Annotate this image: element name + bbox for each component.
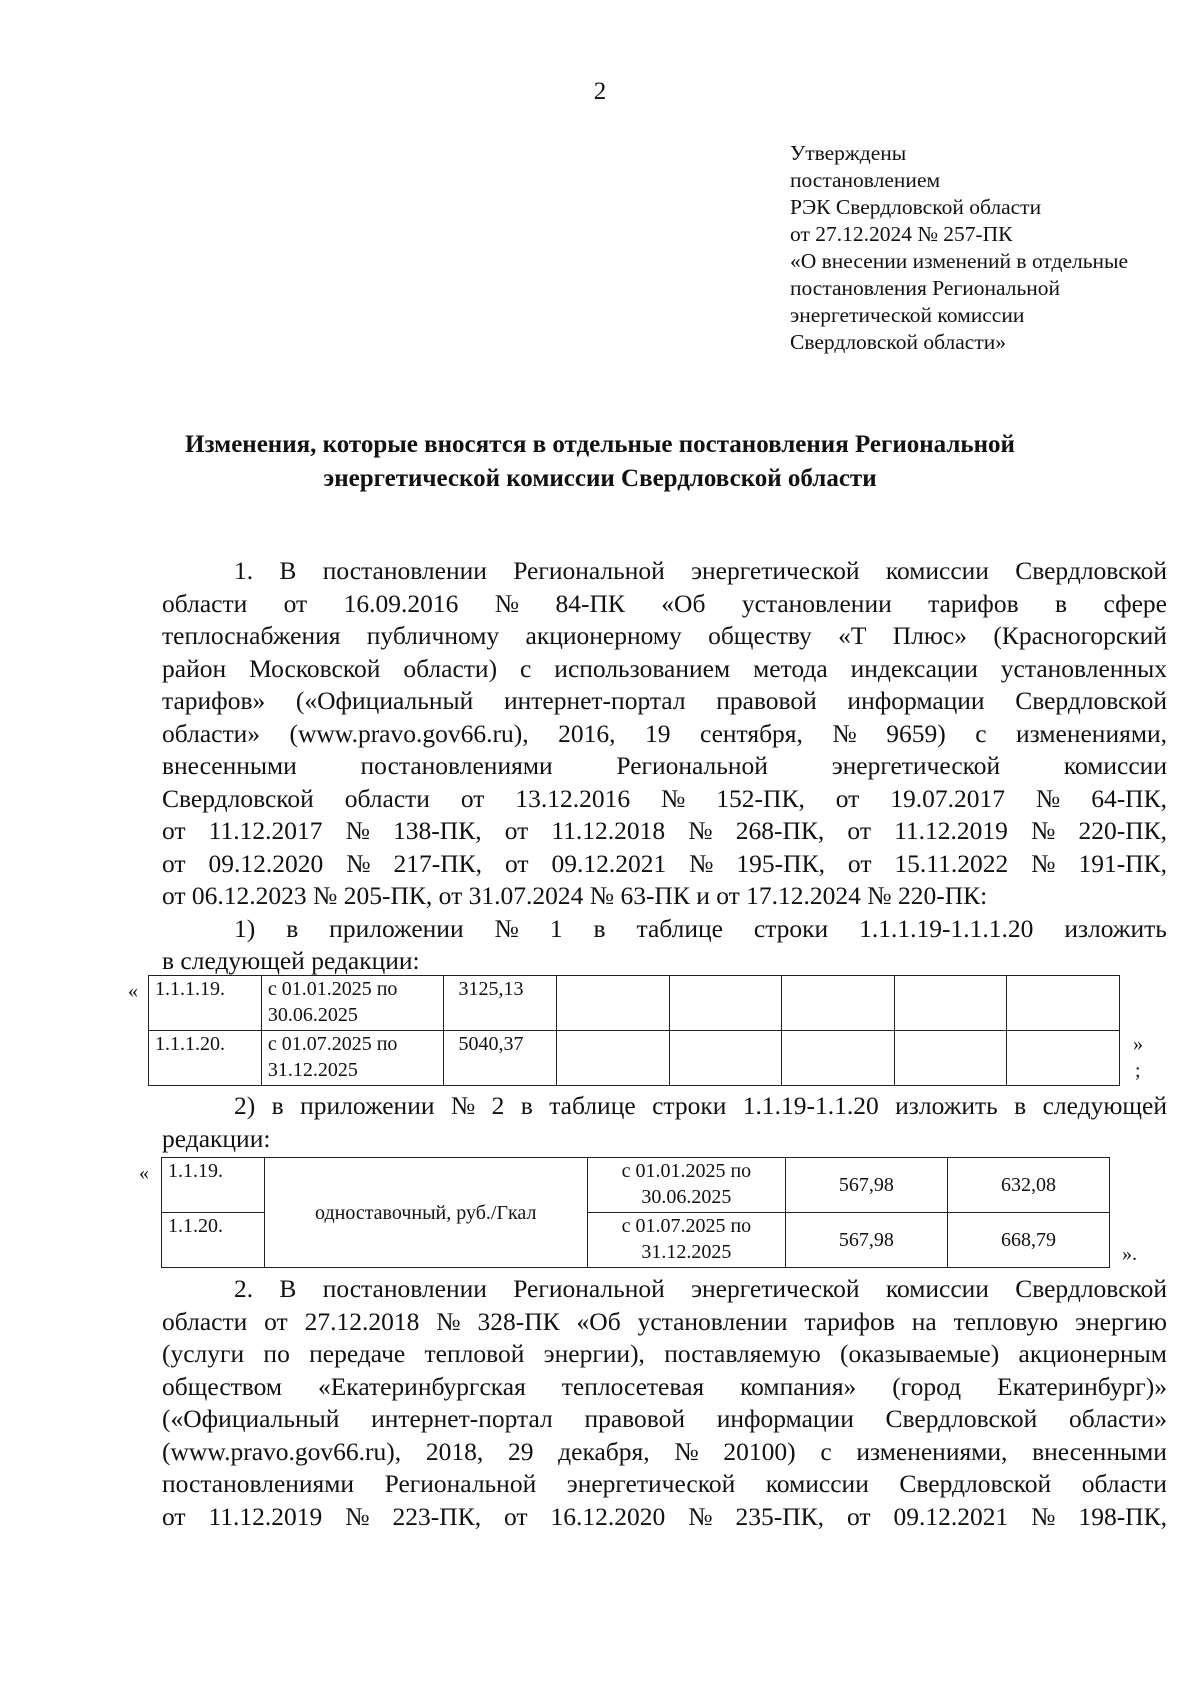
word: энергетической — [691, 556, 860, 585]
document-title — [140, 428, 1060, 496]
word: от — [162, 848, 186, 878]
word: 16.09.2016 — [343, 588, 459, 618]
word: компания» — [740, 1371, 857, 1401]
word: Региональной — [616, 751, 768, 780]
word: изменениями, — [1016, 718, 1167, 748]
word: Свердловской — [1015, 686, 1167, 715]
word: комиссии — [765, 1469, 869, 1498]
word: изложить — [1064, 913, 1167, 943]
word: № — [1031, 1501, 1056, 1531]
word: обществом — [162, 1371, 283, 1401]
word: постановлении — [322, 556, 487, 585]
word: 11.12.2018 — [551, 816, 666, 845]
word: постановлениями — [162, 1469, 355, 1498]
word: таблице — [636, 913, 723, 943]
word: правовой — [584, 1404, 686, 1433]
word: от — [283, 588, 308, 618]
word: строки — [753, 913, 829, 943]
word: тепловую — [953, 1306, 1059, 1336]
word: энергии), — [543, 1339, 645, 1368]
text-line — [162, 1468, 1167, 1501]
word: № — [345, 1501, 370, 1531]
word: от — [162, 1501, 186, 1531]
word: области» — [162, 718, 260, 748]
word: комиссии — [885, 556, 989, 585]
row-number: 1.1.20. — [162, 1213, 265, 1268]
word: № — [1035, 783, 1061, 813]
word: (www.pravo.gov66.ru), — [162, 1436, 402, 1466]
close-quote: ». — [1122, 1243, 1137, 1265]
word: использованием — [554, 653, 731, 683]
word: в — [1055, 588, 1068, 618]
word: от — [504, 816, 529, 845]
table-row — [149, 976, 1120, 1031]
word: 19 — [644, 718, 671, 748]
word: интернет-портал — [503, 686, 686, 715]
word: (Красногорский — [993, 621, 1167, 650]
word: 268-ПК, — [735, 816, 825, 845]
word: постановлении — [322, 1274, 487, 1303]
word: внесенными — [162, 751, 297, 780]
word: Московской — [249, 653, 381, 683]
empty-cell — [1007, 976, 1120, 1031]
word: передаче — [309, 1339, 406, 1368]
text-line — [162, 1306, 1167, 1339]
word: 1. — [234, 556, 254, 585]
word: № — [436, 1306, 461, 1336]
word: 328-ПК — [477, 1306, 560, 1336]
text-line — [162, 1501, 1167, 1534]
text-line — [162, 718, 1167, 751]
word: интернет-портал — [371, 1404, 553, 1433]
word: от — [504, 1501, 528, 1531]
period-line: 30.06.2025 — [641, 1186, 732, 1208]
word: 13.12.2016 — [515, 783, 631, 813]
period-line: с 01.07.2025 по — [267, 1033, 398, 1055]
tariff-table-1 — [148, 975, 1120, 1086]
text-line — [162, 913, 1167, 946]
word: метода — [753, 653, 828, 683]
word: правовой — [716, 686, 817, 715]
word: энергетической — [566, 1469, 736, 1498]
page-number: 2 — [593, 78, 607, 105]
word: № — [688, 1501, 713, 1531]
word: 152-ПК, — [716, 783, 805, 813]
word: Региональной — [513, 1274, 665, 1303]
period-cell — [261, 976, 444, 1031]
word: следующей — [1042, 1091, 1167, 1120]
word: 1 — [549, 913, 563, 943]
text-line: от 06.12.2023 № 205-ПК, от 31.07.2024 № 63-ПК и от 17.12.2024 № 220-ПК: — [162, 881, 988, 910]
word: 29 — [507, 1436, 534, 1466]
approval-line: РЭК Свердловской области — [790, 195, 1042, 219]
period-line: 31.12.2025 — [641, 1241, 732, 1263]
text-line: в следующей редакции: — [162, 946, 420, 975]
section-1-paragraph — [162, 555, 1167, 978]
close-semicolon: ; — [1135, 1060, 1141, 1082]
empty-cell — [894, 1031, 1007, 1086]
word: теплоснабжения — [162, 621, 341, 650]
approval-stamp — [790, 140, 1128, 356]
text-line — [162, 588, 1167, 621]
text-line — [162, 815, 1167, 848]
word: комиссии — [1063, 751, 1167, 780]
word: индексации — [850, 653, 978, 683]
word: 11.12.2019 — [894, 816, 1008, 845]
title-line: энергетической комиссии Свердловской области — [323, 465, 877, 492]
word: (город — [892, 1371, 962, 1401]
section-2-paragraph — [162, 1273, 1167, 1533]
text-line — [162, 1273, 1167, 1306]
word: области — [162, 588, 248, 618]
word: № — [494, 588, 520, 618]
word: от — [504, 848, 529, 878]
word: Свердловской — [162, 783, 314, 813]
word: установленных — [1000, 653, 1167, 683]
open-quote: « — [139, 1162, 149, 1184]
word: публичному — [366, 621, 500, 650]
approval-line: энергетической комиссии — [790, 303, 1025, 327]
word: постановлениями — [360, 751, 553, 780]
word: «Т — [838, 621, 867, 650]
word: № — [674, 1436, 699, 1466]
word: 195-ПК, — [736, 848, 825, 878]
approval-line: «О внесении изменений в отдельные — [790, 249, 1129, 273]
value-cell: 5040,37 — [444, 1031, 557, 1086]
rate-type-cell: одноставочный, руб./Гкал — [264, 1158, 587, 1268]
word: № — [1031, 816, 1056, 845]
word: энергетической — [831, 751, 1001, 780]
word: акционерным — [1018, 1339, 1167, 1368]
word: № — [494, 913, 519, 943]
word: 64-ПК, — [1091, 783, 1167, 813]
word: информации — [847, 686, 985, 715]
table-row — [149, 1031, 1120, 1086]
word: от — [847, 848, 872, 878]
text-line — [162, 1436, 1167, 1469]
value-cell: 3125,13 — [444, 976, 557, 1031]
approval-line: от 27.12.2024 № 257-ПК — [790, 222, 1013, 246]
word: с — [520, 653, 532, 683]
word: приложении — [300, 1091, 435, 1120]
word: декабря, — [558, 1436, 650, 1466]
word: тарифов — [804, 1306, 895, 1336]
text-line — [162, 783, 1167, 816]
empty-cell — [782, 976, 895, 1031]
word: 84-ПК — [555, 588, 625, 618]
period-line: 30.06.2025 — [267, 1004, 358, 1026]
row-number: 1.1.19. — [162, 1158, 265, 1213]
empty-cell — [557, 976, 670, 1031]
word: 09.12.2021 — [893, 1501, 1009, 1531]
period-cell — [261, 1031, 444, 1086]
period-line: с 01.07.2025 по — [621, 1215, 752, 1237]
word: Плюс» — [892, 621, 967, 650]
text-line — [162, 1090, 1167, 1123]
word: «Об — [661, 588, 706, 618]
word: по — [263, 1339, 290, 1368]
word: «Об — [576, 1306, 621, 1336]
word: 16.12.2020 — [550, 1501, 666, 1531]
word: в — [520, 1091, 533, 1120]
word: области» — [1068, 1404, 1167, 1433]
word: акционерному — [525, 621, 682, 650]
text-line — [162, 653, 1167, 686]
word: в — [286, 913, 299, 943]
word: Свердловской — [1015, 556, 1167, 585]
open-quote: « — [128, 980, 138, 1002]
word: таблице — [549, 1091, 636, 1120]
empty-cell — [782, 1031, 895, 1086]
word: обществу — [708, 621, 812, 650]
word: 11.12.2019 — [208, 1501, 323, 1531]
word: № — [1031, 848, 1056, 878]
word: с — [820, 1436, 832, 1466]
period-line: с 01.01.2025 по — [267, 978, 398, 1000]
word: Свердловской — [885, 1404, 1038, 1433]
item-2-paragraph — [162, 1090, 1167, 1155]
word: сфере — [1103, 588, 1167, 618]
approval-line: Утверждены — [790, 141, 907, 165]
word: 1.1.1.19-1.1.1.20 — [859, 913, 1034, 943]
approval-line: постановления Региональной — [790, 276, 1061, 300]
word: с — [975, 718, 987, 748]
value-cell: 632,08 — [947, 1158, 1109, 1213]
text-line — [162, 620, 1167, 653]
word: 19.07.2017 — [890, 783, 1005, 813]
word: В — [279, 556, 297, 585]
word: 11.12.2017 — [208, 816, 323, 845]
word: № — [832, 718, 857, 748]
word: (услуги — [162, 1339, 245, 1368]
word: Свердловской — [899, 1469, 1052, 1498]
word: (www.pravo.gov66.ru), — [289, 718, 529, 748]
word: 223-ПК, — [392, 1501, 482, 1531]
word: 2018, — [425, 1436, 484, 1466]
word: приложении — [329, 913, 464, 943]
word: Региональной — [513, 556, 665, 585]
table-row — [162, 1158, 1110, 1213]
word: 09.12.2020 — [208, 848, 324, 878]
word: изложить — [895, 1091, 998, 1120]
word: («Официальный — [162, 1404, 340, 1433]
word: «Екатеринбургская — [317, 1371, 526, 1401]
word: в — [1014, 1091, 1027, 1120]
period-line: 31.12.2025 — [267, 1059, 358, 1081]
period-line: с 01.01.2025 по — [621, 1160, 752, 1182]
word: внесенными — [1032, 1436, 1167, 1466]
word: 1.1.19-1.1.20 — [742, 1091, 879, 1120]
text-line — [162, 848, 1167, 881]
word: В — [279, 1274, 297, 1303]
word: тарифов» — [162, 686, 266, 715]
word: энергию — [1075, 1306, 1167, 1336]
text-line — [162, 1338, 1167, 1371]
word: 138-ПК, — [393, 816, 482, 845]
word: от — [162, 816, 186, 845]
tariff-table-2 — [161, 1157, 1110, 1268]
word: № — [346, 848, 371, 878]
word: Свердловской — [1015, 1274, 1167, 1303]
word: тарифов — [928, 588, 1019, 618]
text-line — [162, 555, 1167, 588]
empty-cell — [557, 1031, 670, 1086]
word: строки — [652, 1091, 727, 1120]
row-number: 1.1.1.20. — [149, 1031, 262, 1086]
word: информации — [716, 1404, 854, 1433]
word: области) — [403, 653, 498, 683]
word: 198-ПК, — [1078, 1501, 1167, 1531]
word: в — [271, 1091, 284, 1120]
empty-cell — [669, 976, 782, 1031]
text-line: редакции: — [162, 1123, 271, 1153]
word: район — [162, 653, 227, 683]
value-cell: 567,98 — [785, 1213, 947, 1268]
word: № — [689, 848, 714, 878]
word: 2) — [234, 1091, 256, 1120]
word: Екатеринбург)» — [997, 1371, 1167, 1401]
word: области — [344, 783, 430, 813]
empty-cell — [669, 1031, 782, 1086]
value-cell: 567,98 — [785, 1158, 947, 1213]
word: установлении — [741, 588, 892, 618]
close-quote: » — [1133, 1033, 1143, 1055]
word: № — [450, 1091, 476, 1120]
word: 20100) — [723, 1436, 796, 1466]
word: 220-ПК, — [1078, 816, 1167, 845]
row-number: 1.1.1.19. — [149, 976, 262, 1031]
text-line — [162, 1403, 1167, 1436]
empty-cell — [894, 976, 1007, 1031]
word: от — [846, 1501, 871, 1531]
word: тепловой — [424, 1339, 525, 1368]
word: 1) — [234, 913, 256, 943]
word: № — [688, 816, 713, 845]
word: 217-ПК, — [393, 848, 483, 878]
period-cell — [587, 1213, 785, 1268]
word: 27.12.2018 — [304, 1306, 420, 1336]
empty-cell — [1007, 1031, 1120, 1086]
word: энергетической — [691, 1274, 860, 1303]
word: установлении — [637, 1306, 788, 1336]
value-cell: 668,79 — [947, 1213, 1109, 1268]
word: поставляемую — [664, 1339, 821, 1368]
word: теплосетевая — [561, 1371, 705, 1401]
word: сентября, — [699, 718, 803, 748]
text-line — [162, 1371, 1167, 1404]
approval-line: постановлением — [790, 168, 941, 192]
word: от — [835, 783, 860, 813]
word: области — [1081, 1469, 1167, 1498]
word: 2 — [491, 1091, 505, 1120]
word: 2016, — [558, 718, 616, 748]
word: от — [264, 1306, 288, 1336]
word: на — [911, 1306, 937, 1336]
word: в — [593, 913, 606, 943]
word: № — [345, 816, 370, 845]
word: («Официальный — [295, 686, 474, 715]
period-cell — [587, 1158, 785, 1213]
word: (оказываемые) — [840, 1339, 1000, 1368]
approval-line: Свердловской области» — [790, 330, 1006, 354]
word: 191-ПК, — [1078, 848, 1167, 878]
word: 15.11.2022 — [894, 848, 1009, 878]
title-line: Изменения, которые вносятся в отдельные постановления Региональной — [185, 431, 1015, 458]
word: изменениями, — [856, 1436, 1008, 1466]
word: 2. — [234, 1274, 254, 1303]
word: 9659) — [886, 718, 946, 748]
word: от — [460, 783, 485, 813]
word: комиссии — [885, 1274, 989, 1303]
word: 235-ПК, — [735, 1501, 825, 1531]
word: 09.12.2021 — [551, 848, 667, 878]
word: области — [162, 1306, 248, 1336]
word: от — [847, 816, 871, 845]
text-line — [162, 750, 1167, 783]
text-line — [162, 685, 1167, 718]
word: № — [661, 783, 686, 813]
word: Региональной — [384, 1469, 537, 1498]
